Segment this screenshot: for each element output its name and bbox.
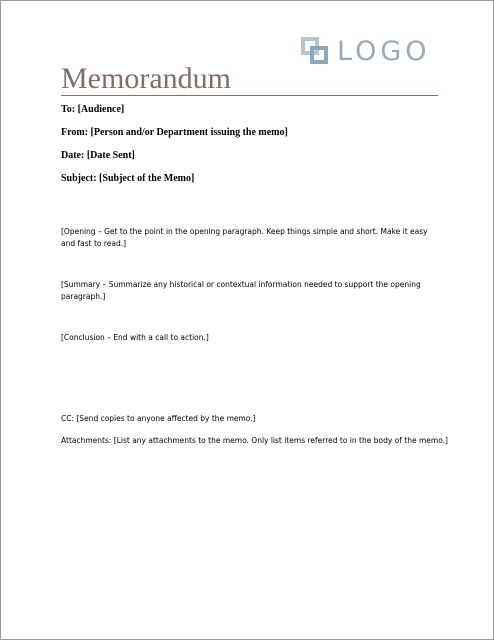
to-line: To: [Audience]: [61, 104, 125, 115]
page-title: Memorandum: [61, 62, 231, 95]
title-divider: [61, 95, 438, 96]
summary-paragraph: [Summary – Summarize any historical or contextual information needed to support the opening paragraph.]: [61, 280, 421, 301]
date-line: Date: [Date Sent]: [61, 150, 135, 161]
from-line: From: [Person and/or Department issuing the memo]: [61, 127, 288, 138]
attachments-line: Attachments: [List any attachments to the memo. Only list items referred to in the body of the memo.]: [61, 436, 448, 445]
overlapping-squares-icon: [301, 37, 331, 67]
conclusion-paragraph: [Conclusion – End with a call to action.]: [61, 333, 209, 342]
cc-line: CC: [Send copies to anyone affected by the memo.]: [61, 414, 256, 423]
opening-paragraph: [Opening – Get to the point in the opening paragraph. Keep things simple and short. Make it easy and fast to read.]: [61, 227, 428, 248]
logo-square-front: [310, 46, 328, 64]
logo-text: LOGO: [337, 36, 431, 67]
logo: [301, 37, 431, 67]
subject-line: Subject: [Subject of the Memo]: [61, 173, 195, 184]
